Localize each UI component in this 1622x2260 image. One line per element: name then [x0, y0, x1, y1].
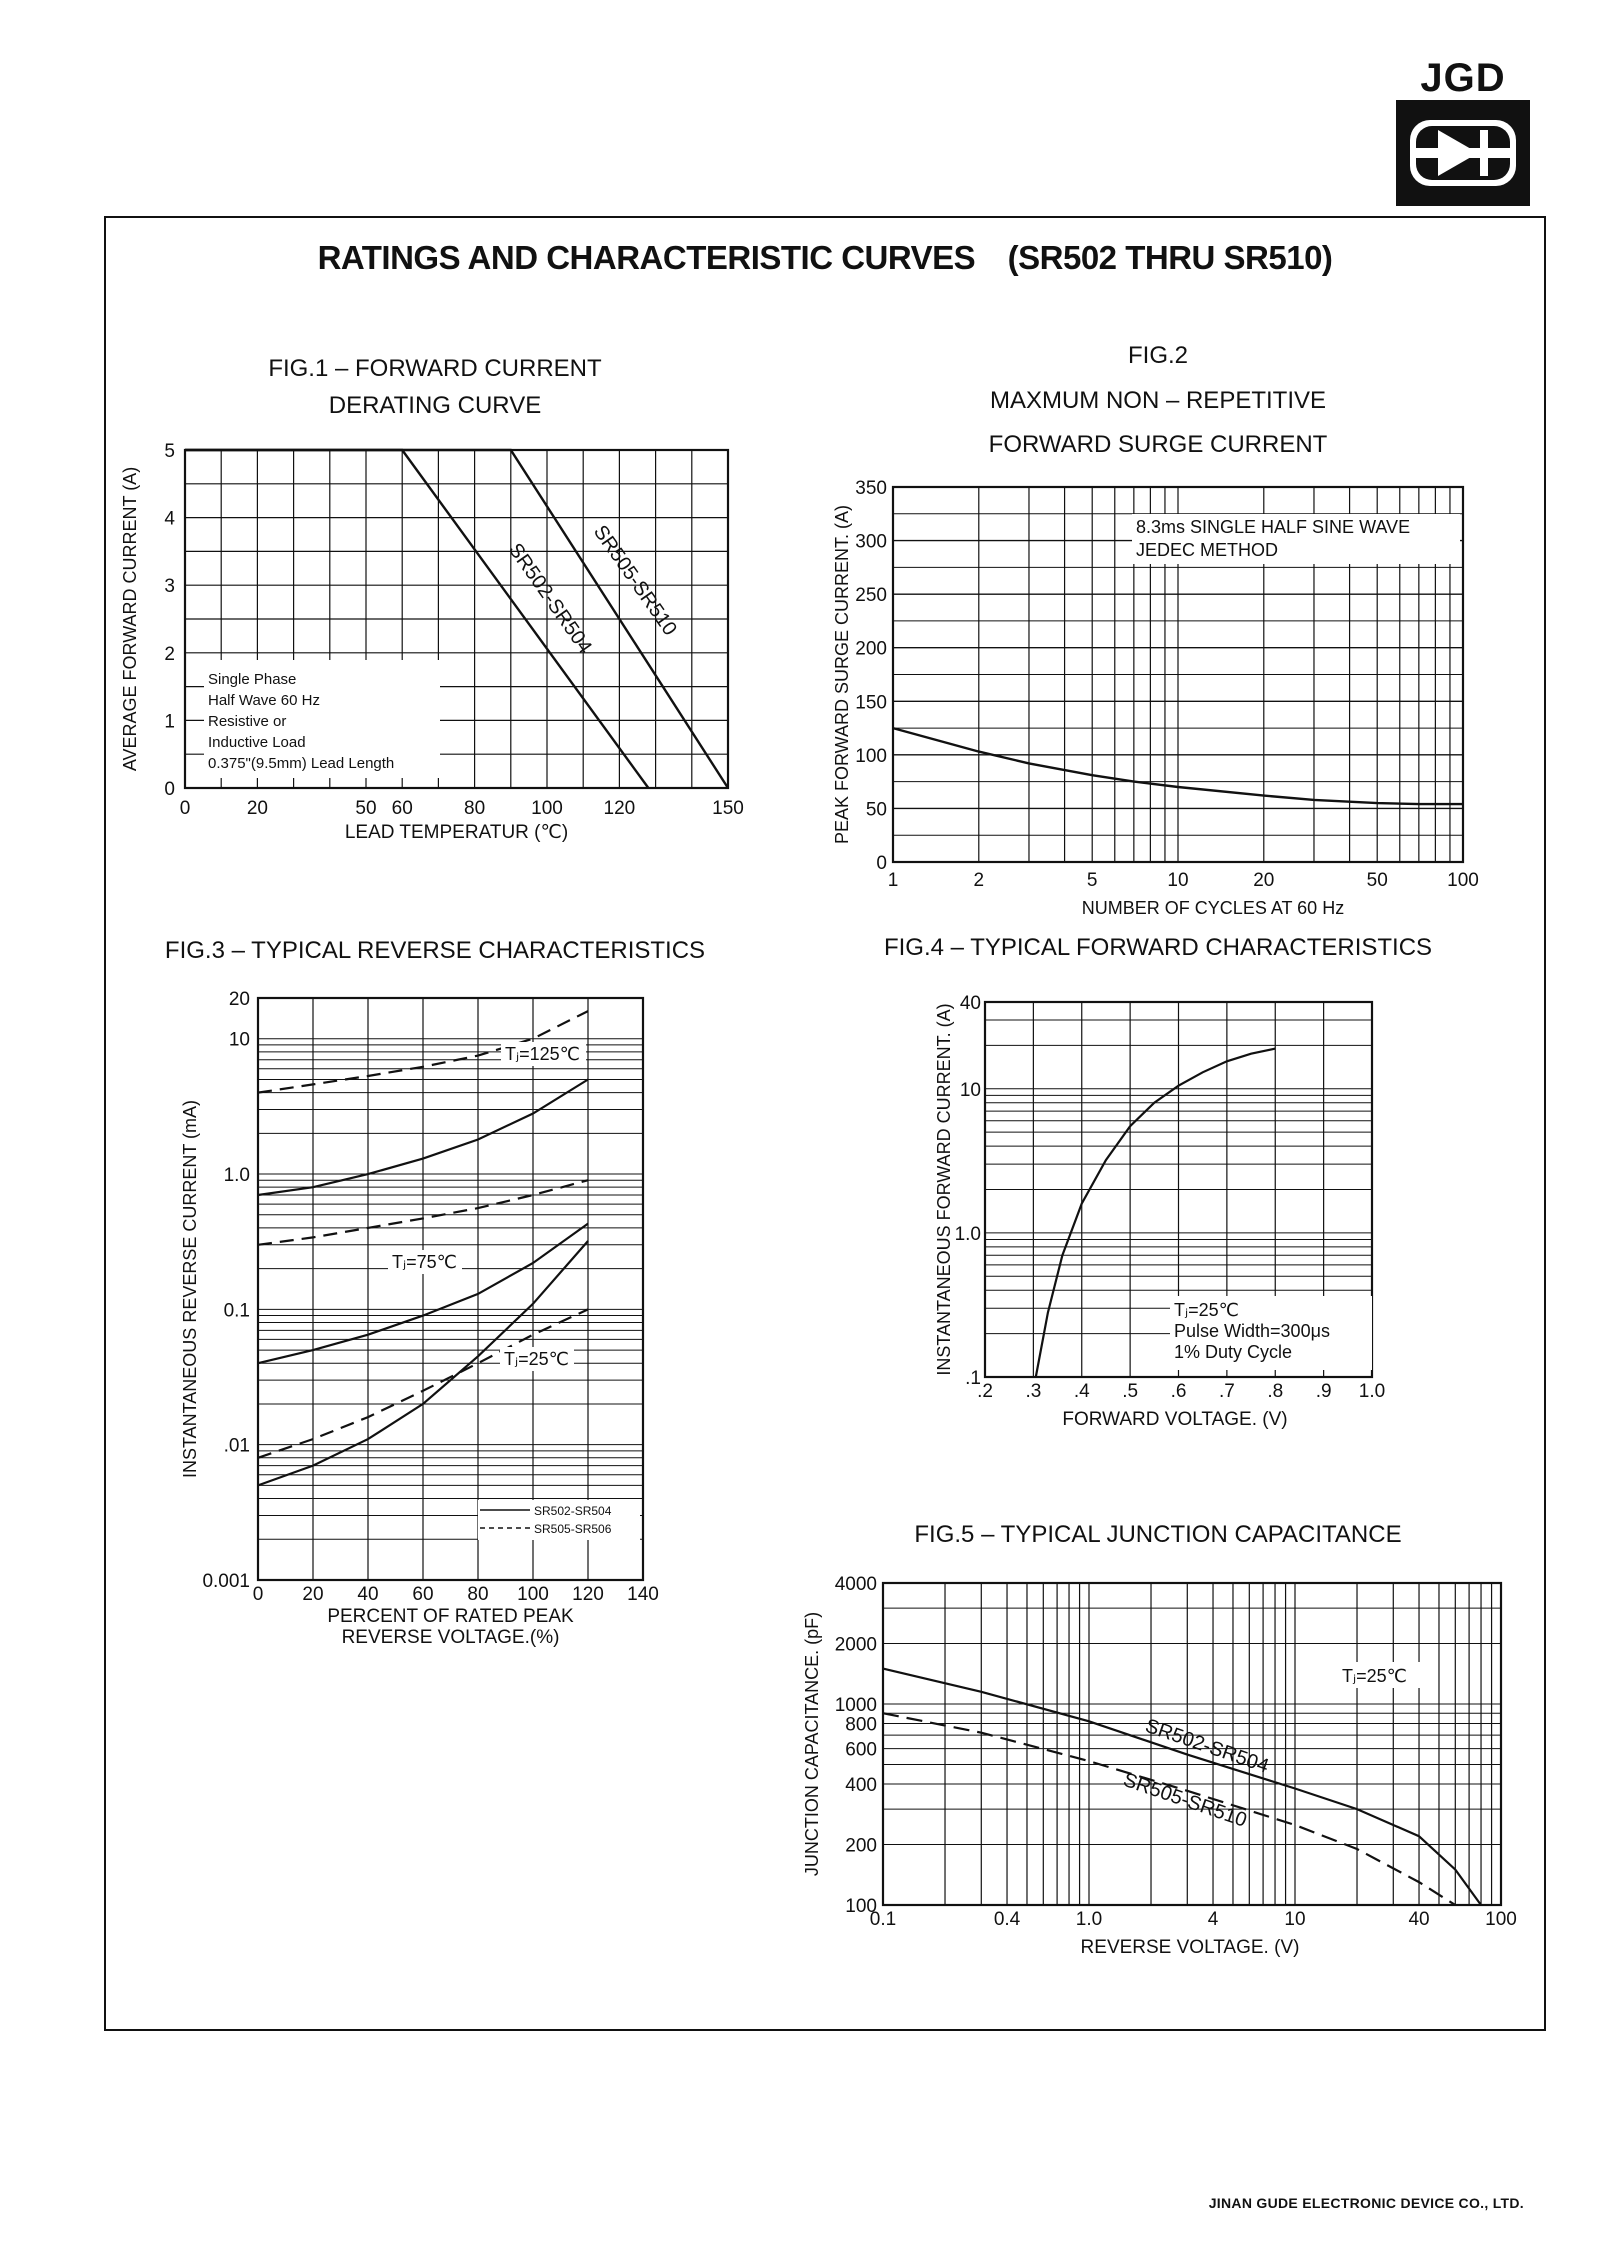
fig3-ylabel: INSTANTANEOUS REVERSE CURRENT (mA) — [180, 1099, 200, 1479]
fig5-ytick-label: 200 — [845, 1835, 877, 1857]
fig1-xtick-label: 20 — [246, 798, 268, 819]
fig2-title: FIG.2 — [1127, 342, 1189, 369]
fig1-xtick-label: 150 — [712, 798, 744, 819]
fig5-ytick-label: 2000 — [834, 1634, 877, 1656]
fig3-xlabel: REVERSE VOLTAGE.(%) — [341, 1627, 560, 1648]
fig5-xtick-label: 10 — [1284, 1909, 1306, 1930]
fig2-ytick-label: 0 — [876, 853, 887, 874]
fig4-xtick-label: .8 — [1267, 1381, 1284, 1402]
fig5-ytick-label: 100 — [845, 1896, 877, 1917]
fig5-annotation: Tⱼ=25℃ — [1342, 1666, 1407, 1686]
fig5-ytick-label: 800 — [845, 1714, 877, 1736]
fig4-ytick-label: .1 — [965, 1368, 981, 1389]
fig1-xtick-label: 60 — [391, 798, 413, 819]
fig1-ytick-label: 5 — [164, 441, 175, 462]
fig1-xtick-label: 120 — [603, 798, 636, 819]
fig2-title: FORWARD SURGE CURRENT — [988, 431, 1328, 458]
fig5-ytick-label: 1000 — [834, 1695, 877, 1717]
fig5-xtick-label: 100 — [1485, 1909, 1517, 1930]
fig2-ytick-label: 200 — [855, 638, 887, 660]
fig4-ytick-label: 40 — [959, 993, 981, 1014]
fig2-ytick-label: 50 — [865, 799, 887, 821]
fig1-annotation: Half Wave 60 Hz — [208, 692, 320, 709]
fig1-annotation: Resistive or — [208, 713, 287, 730]
fig4-ytick-label: 10 — [959, 1079, 981, 1101]
fig3-title: FIG.3 – TYPICAL REVERSE CHARACTERISTICS — [164, 937, 706, 964]
fig4-xtick-label: .7 — [1218, 1381, 1235, 1402]
fig5-ytick-label: 400 — [845, 1774, 877, 1796]
fig4-xlabel: FORWARD VOLTAGE. (V) — [1062, 1409, 1288, 1430]
fig1-ytick-label: 4 — [164, 508, 175, 530]
fig3-ytick-label: 0.001 — [202, 1571, 250, 1592]
fig2-ytick-label: 350 — [855, 478, 887, 499]
fig2-ytick-label: 100 — [855, 745, 887, 767]
fig5-xtick-label: 40 — [1408, 1909, 1430, 1930]
fig1-xlabel: LEAD TEMPERATUR (℃) — [344, 822, 569, 843]
fig5-ytick-label: 600 — [845, 1739, 877, 1761]
fig3-xtick-label: 80 — [467, 1584, 489, 1605]
fig3-curve-label: Tⱼ=25℃ — [504, 1349, 569, 1369]
fig1-annotation: Single Phase — [208, 671, 297, 688]
fig1-xtick-label: 50 — [355, 798, 377, 819]
fig4-ytick-label: 1.0 — [954, 1223, 981, 1245]
fig1-annotation: Inductive Load — [208, 734, 306, 751]
fig5-xtick-label: 0.4 — [993, 1909, 1021, 1930]
fig5-xtick-label: 4 — [1207, 1909, 1219, 1930]
fig3-xtick-label: 140 — [627, 1584, 659, 1605]
fig5-curve-label: SR505-SR510 — [1120, 1768, 1250, 1832]
fig3-xlabel: PERCENT OF RATED PEAK — [327, 1606, 574, 1627]
fig3-ytick-label: 20 — [228, 989, 250, 1010]
logo-text: JGD — [1420, 56, 1506, 100]
fig5-xtick-label: 0.1 — [869, 1909, 897, 1930]
fig5-xtick-label: 1.0 — [1075, 1909, 1103, 1930]
fig2-xtick-label: 1 — [887, 870, 899, 891]
fig2-ytick-label: 300 — [855, 531, 887, 553]
fig3-xtick-label: 20 — [302, 1584, 324, 1605]
fig1-ylabel: AVERAGE FORWARD CURRENT (A) — [120, 466, 140, 772]
fig1-xtick-label: 0 — [179, 798, 191, 819]
fig3-xtick-label: 120 — [572, 1584, 604, 1605]
fig3-ytick-label: 0.1 — [223, 1300, 250, 1322]
fig1-curve-label: SR502-SR504 — [503, 539, 596, 658]
page-title: RATINGS AND CHARACTERISTIC CURVES (SR502 THRU SR510) — [317, 239, 1333, 276]
fig2-xtick-label: 5 — [1086, 870, 1098, 891]
fig4-annotation: Tⱼ=25℃ — [1174, 1300, 1239, 1320]
fig1-curve-label: SR505-SR510 — [588, 521, 681, 640]
fig2-title: MAXMUM NON – REPETITIVE — [989, 387, 1327, 414]
fig3-curve-label: Tⱼ=125℃ — [505, 1044, 580, 1064]
fig2-xtick-label: 10 — [1167, 870, 1189, 891]
fig1-xtick-label: 100 — [531, 798, 563, 819]
fig3-curve-label: Tⱼ=75℃ — [392, 1252, 457, 1272]
fig2-annotation: 8.3ms SINGLE HALF SINE WAVE — [1136, 517, 1411, 537]
fig1-xtick-label: 80 — [464, 798, 486, 819]
company-footer: JINAN GUDE ELECTRONIC DEVICE CO., LTD. — [1208, 2195, 1524, 2211]
fig4-xtick-label: .4 — [1073, 1381, 1090, 1402]
fig2-ytick-label: 150 — [855, 692, 887, 714]
fig3-ytick-label: 1.0 — [223, 1165, 250, 1187]
fig4-annotation: 1% Duty Cycle — [1174, 1342, 1293, 1362]
fig5-title: FIG.5 – TYPICAL JUNCTION CAPACITANCE — [914, 1521, 1402, 1548]
fig3-xtick-label: 40 — [357, 1584, 379, 1605]
fig1-title: FIG.1 – FORWARD CURRENT — [268, 355, 602, 382]
fig4-xtick-label: .6 — [1170, 1381, 1187, 1402]
fig3-ytick-label: 10 — [228, 1029, 250, 1051]
fig2-xtick-label: 50 — [1366, 870, 1388, 891]
fig1-title: DERATING CURVE — [328, 392, 542, 419]
fig2-xtick-label: 2 — [973, 870, 985, 891]
fig2-xtick-label: 100 — [1447, 870, 1479, 891]
fig1-ytick-label: 0 — [164, 779, 175, 800]
fig5-curve-label: SR502-SR504 — [1142, 1714, 1272, 1778]
fig4-xtick-label: .5 — [1122, 1381, 1139, 1402]
fig4-ylabel: INSTANTANEOUS FORWARD CURRENT. (A) — [934, 1003, 954, 1376]
fig4-xtick-label: .3 — [1025, 1381, 1042, 1402]
fig4-title: FIG.4 – TYPICAL FORWARD CHARACTERISTICS — [883, 934, 1433, 961]
fig2-ylabel: PEAK FORWARD SURGE CURRENT. (A) — [832, 504, 852, 845]
fig5-ylabel: JUNCTION CAPACITANCE. (pF) — [802, 1611, 822, 1877]
fig2-ytick-label: 250 — [855, 585, 887, 607]
fig2-xtick-label: 20 — [1253, 870, 1275, 891]
fig1-annotation: 0.375"(9.5mm) Lead Length — [208, 755, 395, 772]
fig3-xtick-label: 100 — [517, 1584, 549, 1605]
fig3-legend-entry: SR502-SR504 — [534, 1504, 612, 1518]
fig4-xtick-label: .9 — [1315, 1381, 1332, 1402]
fig1-ytick-label: 3 — [164, 576, 175, 598]
fig3-legend-entry: SR505-SR506 — [534, 1522, 612, 1536]
fig3-plot-frame — [258, 998, 643, 1580]
fig4-annotation: Pulse Width=300μs — [1174, 1321, 1330, 1341]
fig2-xlabel: NUMBER OF CYCLES AT 60 Hz — [1081, 898, 1345, 918]
fig1-ytick-label: 2 — [164, 643, 175, 665]
fig3-xtick-label: 60 — [412, 1584, 434, 1605]
fig4-xtick-label: 1.0 — [1358, 1381, 1386, 1402]
fig2-annotation: JEDEC METHOD — [1136, 540, 1279, 560]
fig4-xtick-label: .2 — [977, 1381, 993, 1402]
fig5-ytick-label: 4000 — [834, 1574, 877, 1595]
fig1-ytick-label: 1 — [164, 711, 175, 733]
fig3-xtick-label: 0 — [252, 1584, 264, 1605]
fig5-xlabel: REVERSE VOLTAGE. (V) — [1080, 1937, 1300, 1958]
fig3-ytick-label: .01 — [223, 1435, 250, 1457]
